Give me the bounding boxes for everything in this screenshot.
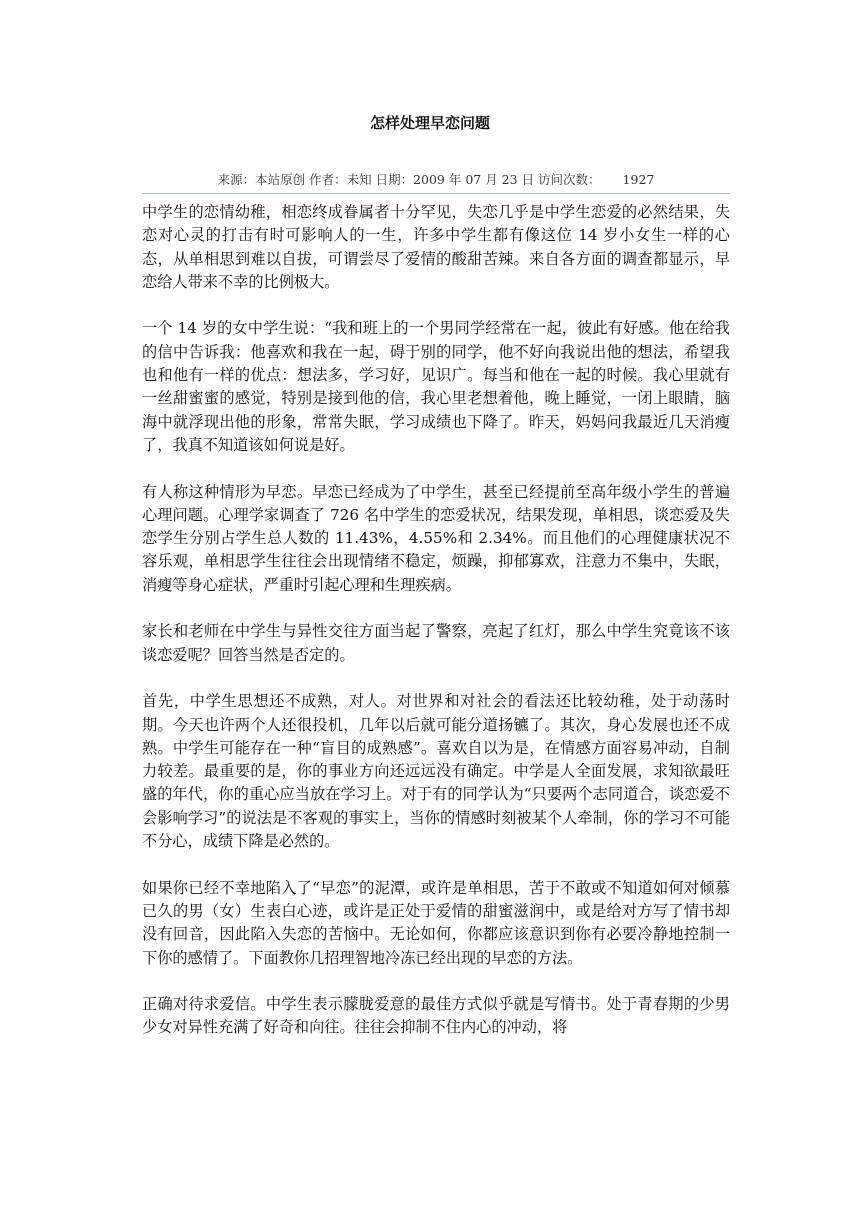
paragraph: 首先，中学生思想还不成熟，对人。对世界和对社会的看法还比较幼稚，处于动荡时期。今天也许两个人还很投机，几年以后就可能分道扬镳了。其次，身心发展也还不成熟。中学生可能存在一种“盲目的成熟感”。喜欢自以为是，在情感方面容易冲动，自制力较差。最重要的是，你的事业方向还远远没有确定。中学是人全面发展，求知欲最旺盛的年代，你的重心应当放在学习上。对于有的同学认为“只要两个志同道合，谈恋爱不会影响学习”的说法是不客观的事实上，当你的情感时刻被某个人牵制，你的学习不可能不分心，成绩下降是必然的。 [142, 692, 730, 851]
meta-info: 来源：本站原创 作者：未知 日期：2009 年 07 月 23 日 访问次数： [217, 172, 601, 187]
article-body [142, 201, 730, 1063]
paragraph: 中学生的恋情幼稚，相恋终成眷属者十分罕见，失恋几乎是中学生恋爱的必然结果，失恋对心灵的打击有时可影响人的一生，许多中学生都有像这位 14 岁小女生一样的心态，从单相思到难以自拔，可谓尝尽了爱情的酸甜苦辣。来自各方面的调查都显示，早恋给人带来不幸的比例极大。 [142, 203, 730, 291]
article-meta [142, 171, 730, 194]
page-title: 怎样处理早恋问题 [369, 114, 490, 132]
paragraph: 有人称这种情形为早恋。早恋已经成为了中学生，甚至已经提前至高年级小学生的普遍心理问题。心理学家调查了 726 名中学生的恋爱状况，结果发现，单相思，谈恋爱及失恋学生分别占学生总人数的 11.43%，4.55%和 2.34%。而且他们的心理健康状况不容乐观，单相思学生往往会出现情绪不稳定，烦躁，抑郁寡欢，注意力不集中，失眠，消瘦等身心症状，严重时引起心理和生理疾病。 [142, 482, 730, 594]
paragraph: 如果你已经不幸地陷入了“早恋”的泥潭，或许是单相思，苦于不敢或不知道如何对倾慕已久的男（女）生表白心迹，或许是正处于爱情的甜蜜滋润中，或是给对方写了情书却没有回音，因此陷入失恋的苦恼中。无论如何，你都应该意识到你有必要冷静地控制一下你的感情了。下面教你几招理智地冷冻已经出现的早恋的方法。 [142, 878, 730, 967]
visit-count: 1927 [622, 172, 655, 187]
paragraph: 家长和老师在中学生与异性交往方面当起了警察，亮起了红灯，那么中学生究竟该不该谈恋爱呢？回答当然是否定的。 [142, 622, 730, 664]
paragraph: 一个 14 岁的女中学生说：“我和班上的一个男同学经常在一起，彼此有好感。他在给我的信中告诉我：他喜欢和我在一起，碍于别的同学，他不好向我说出他的想法，希望我也和他有一样的优点：想法多，学习好，见识广。每当和他在一起的时候。我心里就有一丝甜蜜蜜的感觉，特别是接到他的信，我心里老想着他，晚上睡觉，一闭上眼睛，脑海中就浮现出他的形象，常常失眠，学习成绩也下降了。昨天，妈妈问我最近几天消瘦了，我真不知道该如何说是好。 [142, 319, 730, 454]
paragraph: 正确对待求爱信。中学生表示朦胧爱意的最佳方式似乎就是写情书。处于青春期的少男少女对异性充满了好奇和向往。往往会抑制不住内心的冲动，将 [142, 995, 730, 1037]
